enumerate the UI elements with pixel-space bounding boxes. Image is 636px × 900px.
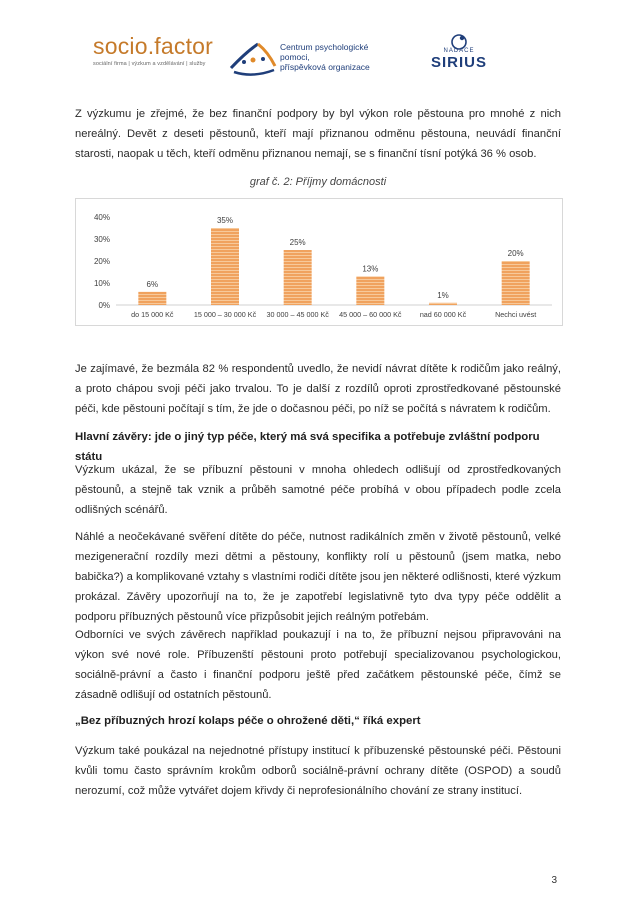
bar-value-label: 13% <box>362 264 379 274</box>
y-tick-label: 40% <box>93 213 110 222</box>
socio-factor-brand-dot: . <box>147 33 155 59</box>
cpp-name-line1: Centrum psychologické pomoci, <box>280 42 369 62</box>
bar-value-label: 20% <box>507 249 524 258</box>
paragraph-sudden-placement: Náhlé a neočekávané svěření dítěte do péče, nutnost radikálních změn v životě pěstounů, velké mezigenerační rozdíly mezi dětmi a pěstouny, konflikty rolí u pěstounů (jsem matka, nebo babička?) a komplikované vztahy s vlastními rodiči dítěte jsou jen některé odlišnosti, které výzkum prokázal. Závěry upozorňují na to, že je zapotřebí legislativně tyto dva typy péče oddělit a podporu příbuzných pěstounů více přizpůsobit jejich reálným potřebám. <box>75 531 561 623</box>
paragraph-experts-conclusions: Odborníci ve svých závěrech například poukazují i na to, že příbuzní nejsou připravováni na výkon své nové role. Příbuzenští pěstouni proto potřebují specializovanou psychologickou, sociálně-právní a často i finanční podporu ještě před začátkem pěstounské péče, čímž se zásadně odlišují od ostatních pěstounů. <box>75 629 561 701</box>
socio-factor-logo <box>93 33 213 67</box>
socio-factor-brand-right: factor <box>154 33 214 59</box>
bar-value-label: 35% <box>216 216 234 225</box>
bar-value-label: 25% <box>289 238 306 247</box>
x-category-label: 15 000 – 30 000 Kč <box>193 310 257 319</box>
sirius-small-text: NADACE <box>443 48 475 54</box>
y-tick-label: 30% <box>93 235 110 244</box>
socio-factor-brand-left: socio <box>93 33 148 59</box>
bar-value-label: 6% <box>146 279 159 289</box>
household-income-chart <box>75 198 563 326</box>
heading-main-conclusions: Hlavní závěry: jde o jiný typ péče, který má svá specifika a potřebuje zvláštní podporu státu <box>75 431 540 463</box>
x-category-label: do 15 000 Kč <box>131 310 174 319</box>
nadace-sirius-logo <box>424 32 494 92</box>
socio-factor-tagline: sociální firma | výzkum a vzdělávání | služby <box>93 61 206 67</box>
paragraph-research-showed: Výzkum ukázal, že se příbuzní pěstouni v mnoha ohledech odlišují od zprostředkovaných pěstounů, a stejně tak vznik a průběh samotné péče probíhá v obou případech podle zcela odlišných scénářů. <box>75 464 561 516</box>
y-tick-label: 20% <box>93 257 110 266</box>
cpp-house-icon <box>228 38 278 78</box>
page-number: 3 <box>551 875 557 886</box>
x-category-label: nad 60 000 Kč <box>419 310 467 319</box>
bar <box>356 276 384 305</box>
bar-value-label: 1% <box>437 290 449 300</box>
bar <box>211 228 239 305</box>
heading-expert-quote: „Bez příbuzných hrozí kolaps péče o ohrožené děti,“ říká expert <box>75 715 421 727</box>
bar <box>502 261 530 305</box>
paragraph-financial-support: Z výzkumu je zřejmé, že bez finanční podpory by byl výkon role pěstouna pro mnohé z nich nereálný. Devět z deseti pěstounů, kteří mají přiznanou odměnu pěstouna, neuvádí finanční starosti, naopak u těch, kteří odměnu přiznanou nemají, se s finanční tísní potýká 36 % osob. <box>75 108 561 160</box>
household-income-chart-svg <box>76 199 562 325</box>
sirius-star-icon <box>444 32 474 52</box>
chart-caption: graf č. 2: Příjmy domácnosti <box>249 176 387 188</box>
bar <box>429 303 457 305</box>
bar <box>284 250 312 305</box>
x-category-label: Nechci uvést <box>495 310 537 319</box>
cpp-logo <box>228 38 398 78</box>
y-tick-label: 10% <box>93 279 110 288</box>
sirius-big-text: SIRIUS <box>430 54 487 71</box>
y-tick-label: 0% <box>98 301 110 310</box>
x-category-label: 45 000 – 60 000 Kč <box>339 310 402 319</box>
x-category-label: 30 000 – 45 000 Kč <box>266 310 329 319</box>
cpp-name-line2: příspěvková organizace <box>280 62 370 72</box>
paragraph-institutions: Výzkum také poukázal na nejednotné přístupy institucí k příbuzenské pěstounské péči. Pěstouni kvůli tomu často správním krokům odborů sociálně-právní ochrany dítěte (OSPOD) a soudů nerozumí, což může vytvářet dojem křivdy či neprofesionálního chování ze strany institucí. <box>75 745 561 797</box>
paragraph-permanent-care: Je zajímavé, že bezmála 82 % respondentů uvedlo, že nevidí návrat dítěte k rodičům jako reálný, a proto chápou svoji péči jako trvalou. To je další z rozdílů oproti zprostředkované pěstounské péči, kde pěstouni počítají s tím, že jde o dočasnou péči, po níž se počítá s návratem k rodičům. <box>75 363 561 415</box>
bar <box>138 292 166 305</box>
